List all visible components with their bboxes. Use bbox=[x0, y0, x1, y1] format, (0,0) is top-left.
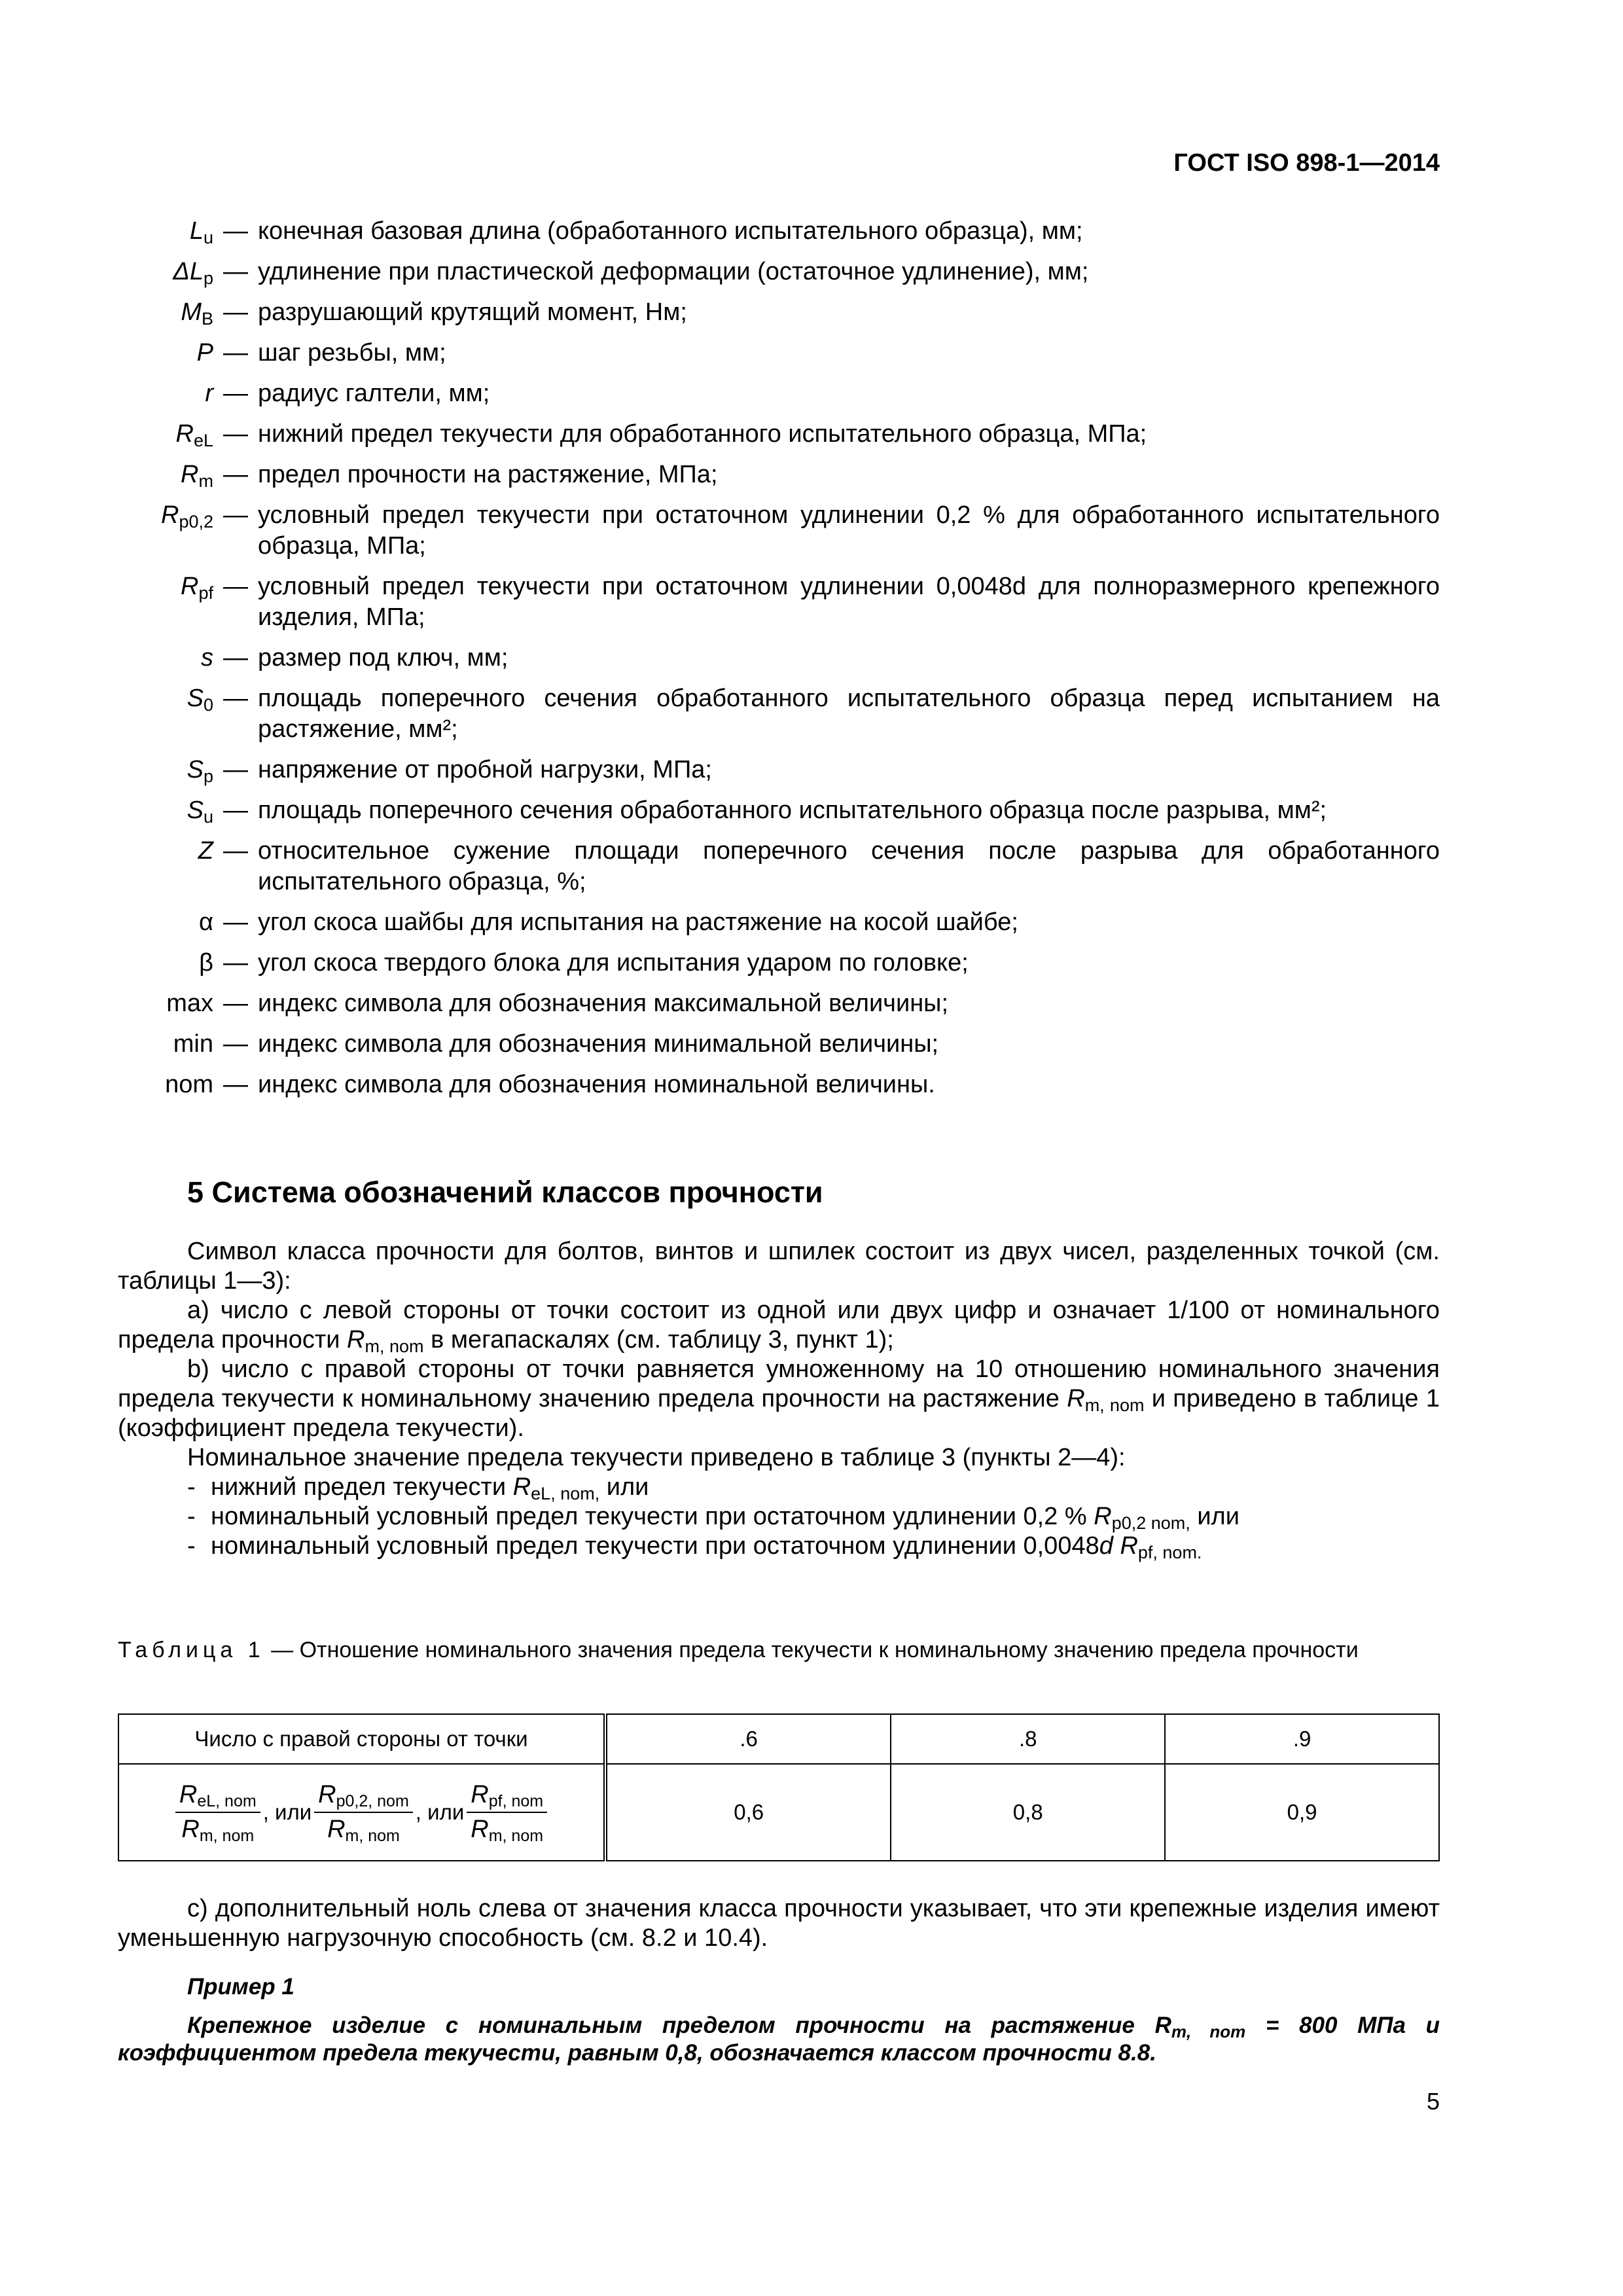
em-dash: — bbox=[223, 258, 248, 285]
symbol-row bbox=[92, 500, 1440, 562]
em-dash: — bbox=[223, 990, 248, 1017]
section-title: 5 Система обозначений классов прочности bbox=[187, 1175, 823, 1209]
symbol: β bbox=[199, 949, 213, 977]
post-table-text bbox=[118, 1894, 1440, 1953]
symbol-description: конечная базовая длина (обработанного испытательного образца), мм; bbox=[258, 217, 1083, 245]
symbol: max bbox=[166, 990, 213, 1017]
symbol: $S_0$ bbox=[187, 685, 213, 715]
symbol: P bbox=[196, 339, 213, 367]
table-cell: 0,6 bbox=[605, 1764, 891, 1861]
em-dash: — bbox=[223, 298, 248, 326]
symbol: min bbox=[173, 1030, 213, 1058]
ratio-table bbox=[118, 1713, 1440, 1861]
symbol-row bbox=[92, 795, 1440, 826]
table-header-cell: .8 bbox=[891, 1714, 1165, 1764]
symbol-row bbox=[92, 1069, 1440, 1100]
symbol-row bbox=[92, 683, 1440, 745]
em-dash: — bbox=[223, 908, 248, 936]
em-dash: — bbox=[223, 1030, 248, 1058]
symbol-description: удлинение при пластической деформации (остаточное удлинение), мм; bbox=[258, 258, 1089, 285]
section-body bbox=[118, 1237, 1440, 1561]
paragraph: а) число с левой стороны от точки состоит из одной или двух цифр и означает 1/100 от номинального предела прочности $R_{m, nom}$ в мегапаскалях (см. таблицу 3, пункт 1); bbox=[118, 1297, 1440, 1356]
em-dash: — bbox=[223, 797, 248, 824]
symbol-list bbox=[92, 216, 1440, 1110]
list-item: - номинальный условный предел текучести при остаточном удлинении 0,0048d $R_{pf, nom.}$ bbox=[187, 1532, 1202, 1562]
symbol: nom bbox=[165, 1071, 213, 1098]
symbol-description: размер под ключ, мм; bbox=[258, 644, 508, 672]
symbol: s bbox=[201, 644, 213, 672]
symbol-description: площадь поперечного сечения обработанного испытательного образца после разрыва, мм²; bbox=[258, 797, 1327, 824]
symbol-row bbox=[92, 257, 1440, 287]
em-dash: — bbox=[223, 339, 248, 367]
symbol-row bbox=[92, 836, 1440, 897]
symbol: $R_{eL}$ bbox=[175, 420, 213, 450]
symbol-description: относительное сужение площади поперечного сечения после разрыва для обработанного испытательного образца, %; bbox=[258, 837, 1440, 895]
example-title: Пример 1 bbox=[187, 1974, 294, 2000]
em-dash: — bbox=[223, 685, 248, 712]
list-item: - нижний предел текучести $R_{eL, nom,}$ или bbox=[187, 1473, 649, 1503]
fraction: $\frac{R_{eL, nom}}{R_{m, nom}}$ bbox=[175, 1781, 260, 1844]
em-dash: — bbox=[223, 461, 248, 488]
paragraph: c) дополнительный ноль слева от значения класса прочности указывает, что эти крепежные изделия имеют уменьшенную нагрузочную способность (см. 8.2 и 10.4). bbox=[118, 1895, 1440, 1952]
list-item: - номинальный условный предел текучести при остаточном удлинении 0,2 % $R_{p0,2 nom,}$ или bbox=[187, 1503, 1240, 1533]
symbol-row bbox=[92, 459, 1440, 490]
table-header-cell: .9 bbox=[1165, 1714, 1439, 1764]
symbol-row bbox=[92, 643, 1440, 673]
em-dash: — bbox=[223, 756, 248, 783]
symbol: $\Delta L_p$ bbox=[173, 258, 213, 288]
symbol-row bbox=[92, 419, 1440, 450]
symbol-description: площадь поперечного сечения обработанного испытательного образца перед испытанием на растяжение, мм²; bbox=[258, 685, 1440, 743]
em-dash: — bbox=[223, 837, 248, 865]
symbol: $M_B$ bbox=[181, 298, 213, 329]
document-header: ГОСТ ISO 898-1—2014 bbox=[1173, 149, 1440, 177]
paragraph: b) число с правой стороны от точки равняется умноженному на 10 отношению номинального значения предела текучести к номинальному значению предела прочности на растяжение $R_{m, nom}$ и приведено в таблице 1 (коэффициент предела текучести). bbox=[118, 1355, 1440, 1442]
table-header-cell: .6 bbox=[605, 1714, 891, 1764]
symbol-description: разрушающий крутящий момент, Нм; bbox=[258, 298, 687, 326]
symbol: $S_p$ bbox=[187, 756, 213, 786]
em-dash: — bbox=[223, 1071, 248, 1098]
symbol: r bbox=[205, 380, 213, 407]
symbol-description: нижний предел текучести для обработанного испытательного образца, МПа; bbox=[258, 420, 1147, 448]
em-dash: — bbox=[223, 420, 248, 448]
symbol-row bbox=[92, 988, 1440, 1019]
fraction: $\frac{R_{p0,2, nom}}{R_{m, nom}}$ bbox=[314, 1781, 413, 1844]
paragraph: Символ класса прочности для болтов, винтов и шпилек состоит из двух чисел, разделенных точкой (см. таблицы 1—3): bbox=[118, 1238, 1440, 1295]
symbol-description: предел прочности на растяжение, МПа; bbox=[258, 461, 718, 488]
table-row bbox=[118, 1714, 1439, 1764]
em-dash: — bbox=[223, 644, 248, 672]
symbol-description: условный предел текучести при остаточном удлинении 0,0048d для полноразмерного крепежного изделия, МПа; bbox=[258, 573, 1440, 631]
symbol: $R_{pf}$ bbox=[181, 573, 213, 603]
symbol-row bbox=[92, 948, 1440, 978]
symbol-description: шаг резьбы, мм; bbox=[258, 339, 446, 367]
em-dash: — bbox=[223, 949, 248, 977]
symbol-row bbox=[92, 216, 1440, 247]
symbol-description: индекс символа для обозначения минимальной величины; bbox=[258, 1030, 939, 1058]
fraction: $\frac{R_{pf, nom}}{R_{m, nom}}$ bbox=[467, 1781, 547, 1844]
page-number: 5 bbox=[1426, 2088, 1440, 2115]
table-header-cell: Число с правой стороны от точки bbox=[118, 1714, 605, 1764]
symbol-description: радиус галтели, мм; bbox=[258, 380, 490, 407]
symbol: $S_u$ bbox=[187, 797, 213, 827]
table-row bbox=[118, 1764, 1439, 1861]
symbol-row bbox=[92, 571, 1440, 633]
symbol-description: угол скоса шайбы для испытания на растяжение на косой шайбе; bbox=[258, 908, 1018, 936]
em-dash: — bbox=[223, 217, 248, 245]
paragraph: Номинальное значение предела текучести приведено в таблице 3 (пункты 2—4): bbox=[187, 1444, 1126, 1471]
em-dash: — bbox=[223, 380, 248, 407]
symbol: $L_u$ bbox=[189, 217, 213, 247]
symbol-row bbox=[92, 297, 1440, 328]
symbol-description: условный предел текучести при остаточном удлинении 0,2 % для обработанного испытательного образца, МПа; bbox=[258, 501, 1440, 560]
table-caption: Таблица 1 — Отношение номинального значения предела текучести к номинальному значению предела прочности bbox=[118, 1638, 1359, 1662]
symbol: $R_m$ bbox=[181, 461, 213, 491]
table-cell: 0,8 bbox=[891, 1764, 1165, 1861]
example-text: Крепежное изделие с номинальным пределом прочности на растяжение $R_{m, nom} = 800$ МПа и коэффициентом предела текучести, равным 0,8, обозначается классом прочности 8.8. bbox=[118, 2013, 1440, 2066]
ratio-formula-cell: $\frac{R_{eL, nom}}{R_{m, nom}}$ , или $\frac{R_{p0,2, nom}}{R_{m, nom}}$ , или $\frac{R_{pf, nom}}{R_{m, nom}}$ bbox=[118, 1764, 605, 1861]
symbol: α bbox=[199, 908, 213, 936]
symbol-row bbox=[92, 338, 1440, 368]
symbol-row bbox=[92, 1029, 1440, 1060]
symbol: Z bbox=[198, 837, 213, 865]
table-cell: 0,9 bbox=[1165, 1764, 1439, 1861]
symbol-row bbox=[92, 907, 1440, 938]
symbol: $R_{p0,2}$ bbox=[160, 501, 213, 531]
symbol-row bbox=[92, 755, 1440, 785]
em-dash: — bbox=[223, 501, 248, 529]
symbol-description: индекс символа для обозначения максимальной величины; bbox=[258, 990, 949, 1017]
symbol-row bbox=[92, 378, 1440, 409]
symbol-description: индекс символа для обозначения номинальной величины. bbox=[258, 1071, 935, 1098]
symbol-description: напряжение от пробной нагрузки, МПа; bbox=[258, 756, 712, 783]
symbol-description: угол скоса твердого блока для испытания ударом по головке; bbox=[258, 949, 969, 977]
em-dash: — bbox=[223, 573, 248, 600]
